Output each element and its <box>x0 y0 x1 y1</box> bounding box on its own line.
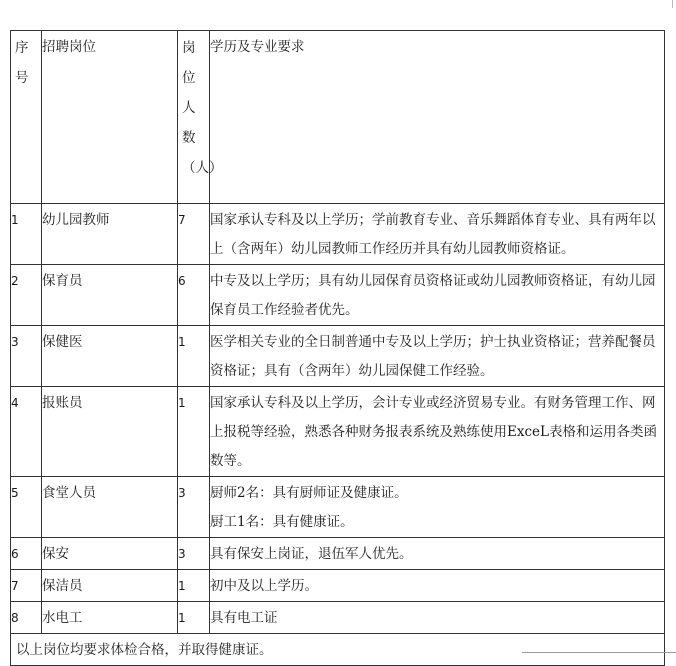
row-position: 保洁员 <box>42 570 178 602</box>
table-header-row <box>11 31 665 204</box>
table-row <box>11 204 665 265</box>
row-count: 6 <box>178 265 210 326</box>
row-requirement: 医学相关专业的全日制普通中专及以上学历；护士执业资格证；营养配餐员资格证；具有（含两年）幼儿园保健工作经验。 <box>210 326 665 387</box>
row-index: 3 <box>11 326 42 387</box>
row-requirement: 国家承认专科及以上学历，会计专业或经济贸易专业。有财务管理工作、网上报税等经验，熟悉各种财务报表系统及熟练使用ExceL表格和运用各类函数等。 <box>210 387 665 477</box>
row-index: 2 <box>11 265 42 326</box>
table-footnote: 以上岗位均要求体检合格，并取得健康证。 <box>11 634 665 666</box>
row-requirement: 国家承认专科及以上学历；学前教育专业、音乐舞蹈体育专业、具有两年以上（含两年）幼儿园教师工作经历并具有幼儿园教师资格证。 <box>210 204 665 265</box>
row-index: 5 <box>11 477 42 538</box>
row-requirement: 初中及以上学历。 <box>210 570 665 602</box>
table-row <box>11 570 665 602</box>
row-position: 食堂人员 <box>42 477 178 538</box>
row-count: 3 <box>178 538 210 570</box>
row-index: 4 <box>11 387 42 477</box>
header-position: 招聘岗位 <box>42 31 178 204</box>
row-count: 1 <box>178 570 210 602</box>
table-footnote-row <box>11 634 665 666</box>
table-row <box>11 602 665 634</box>
page-edge-line <box>522 652 676 653</box>
header-count: 岗位人数（人） <box>178 31 210 204</box>
row-position: 保健医 <box>42 326 178 387</box>
row-requirement: 具有保安上岗证，退伍军人优先。 <box>210 538 665 570</box>
requirement-line: 厨工1名：具有健康证。 <box>210 514 354 530</box>
row-count: 7 <box>178 204 210 265</box>
table-row <box>11 265 665 326</box>
row-position: 保育员 <box>42 265 178 326</box>
table-row <box>11 477 665 538</box>
row-requirement: 具有电工证 <box>210 602 665 634</box>
page-edge-tick <box>672 0 673 8</box>
row-count: 1 <box>178 602 210 634</box>
row-index: 7 <box>11 570 42 602</box>
table-row <box>11 387 665 477</box>
requirement-line: 厨师2名：具有厨师证及健康证。 <box>210 485 408 501</box>
table-row <box>11 538 665 570</box>
recruitment-table <box>10 30 665 666</box>
row-count: 3 <box>178 477 210 538</box>
row-position: 报账员 <box>42 387 178 477</box>
row-count: 1 <box>178 387 210 477</box>
row-position: 保安 <box>42 538 178 570</box>
header-requirement: 学历及专业要求 <box>210 31 665 204</box>
table-row <box>11 326 665 387</box>
row-requirement: 中专及以上学历；具有幼儿园保育员资格证或幼儿园教师资格证，有幼儿园保育员工作经验者优先。 <box>210 265 665 326</box>
row-index: 1 <box>11 204 42 265</box>
row-position: 水电工 <box>42 602 178 634</box>
row-index: 6 <box>11 538 42 570</box>
header-index: 序号 <box>11 31 42 204</box>
row-index: 8 <box>11 602 42 634</box>
row-requirement <box>210 477 665 538</box>
row-count: 1 <box>178 326 210 387</box>
row-position: 幼儿园教师 <box>42 204 178 265</box>
